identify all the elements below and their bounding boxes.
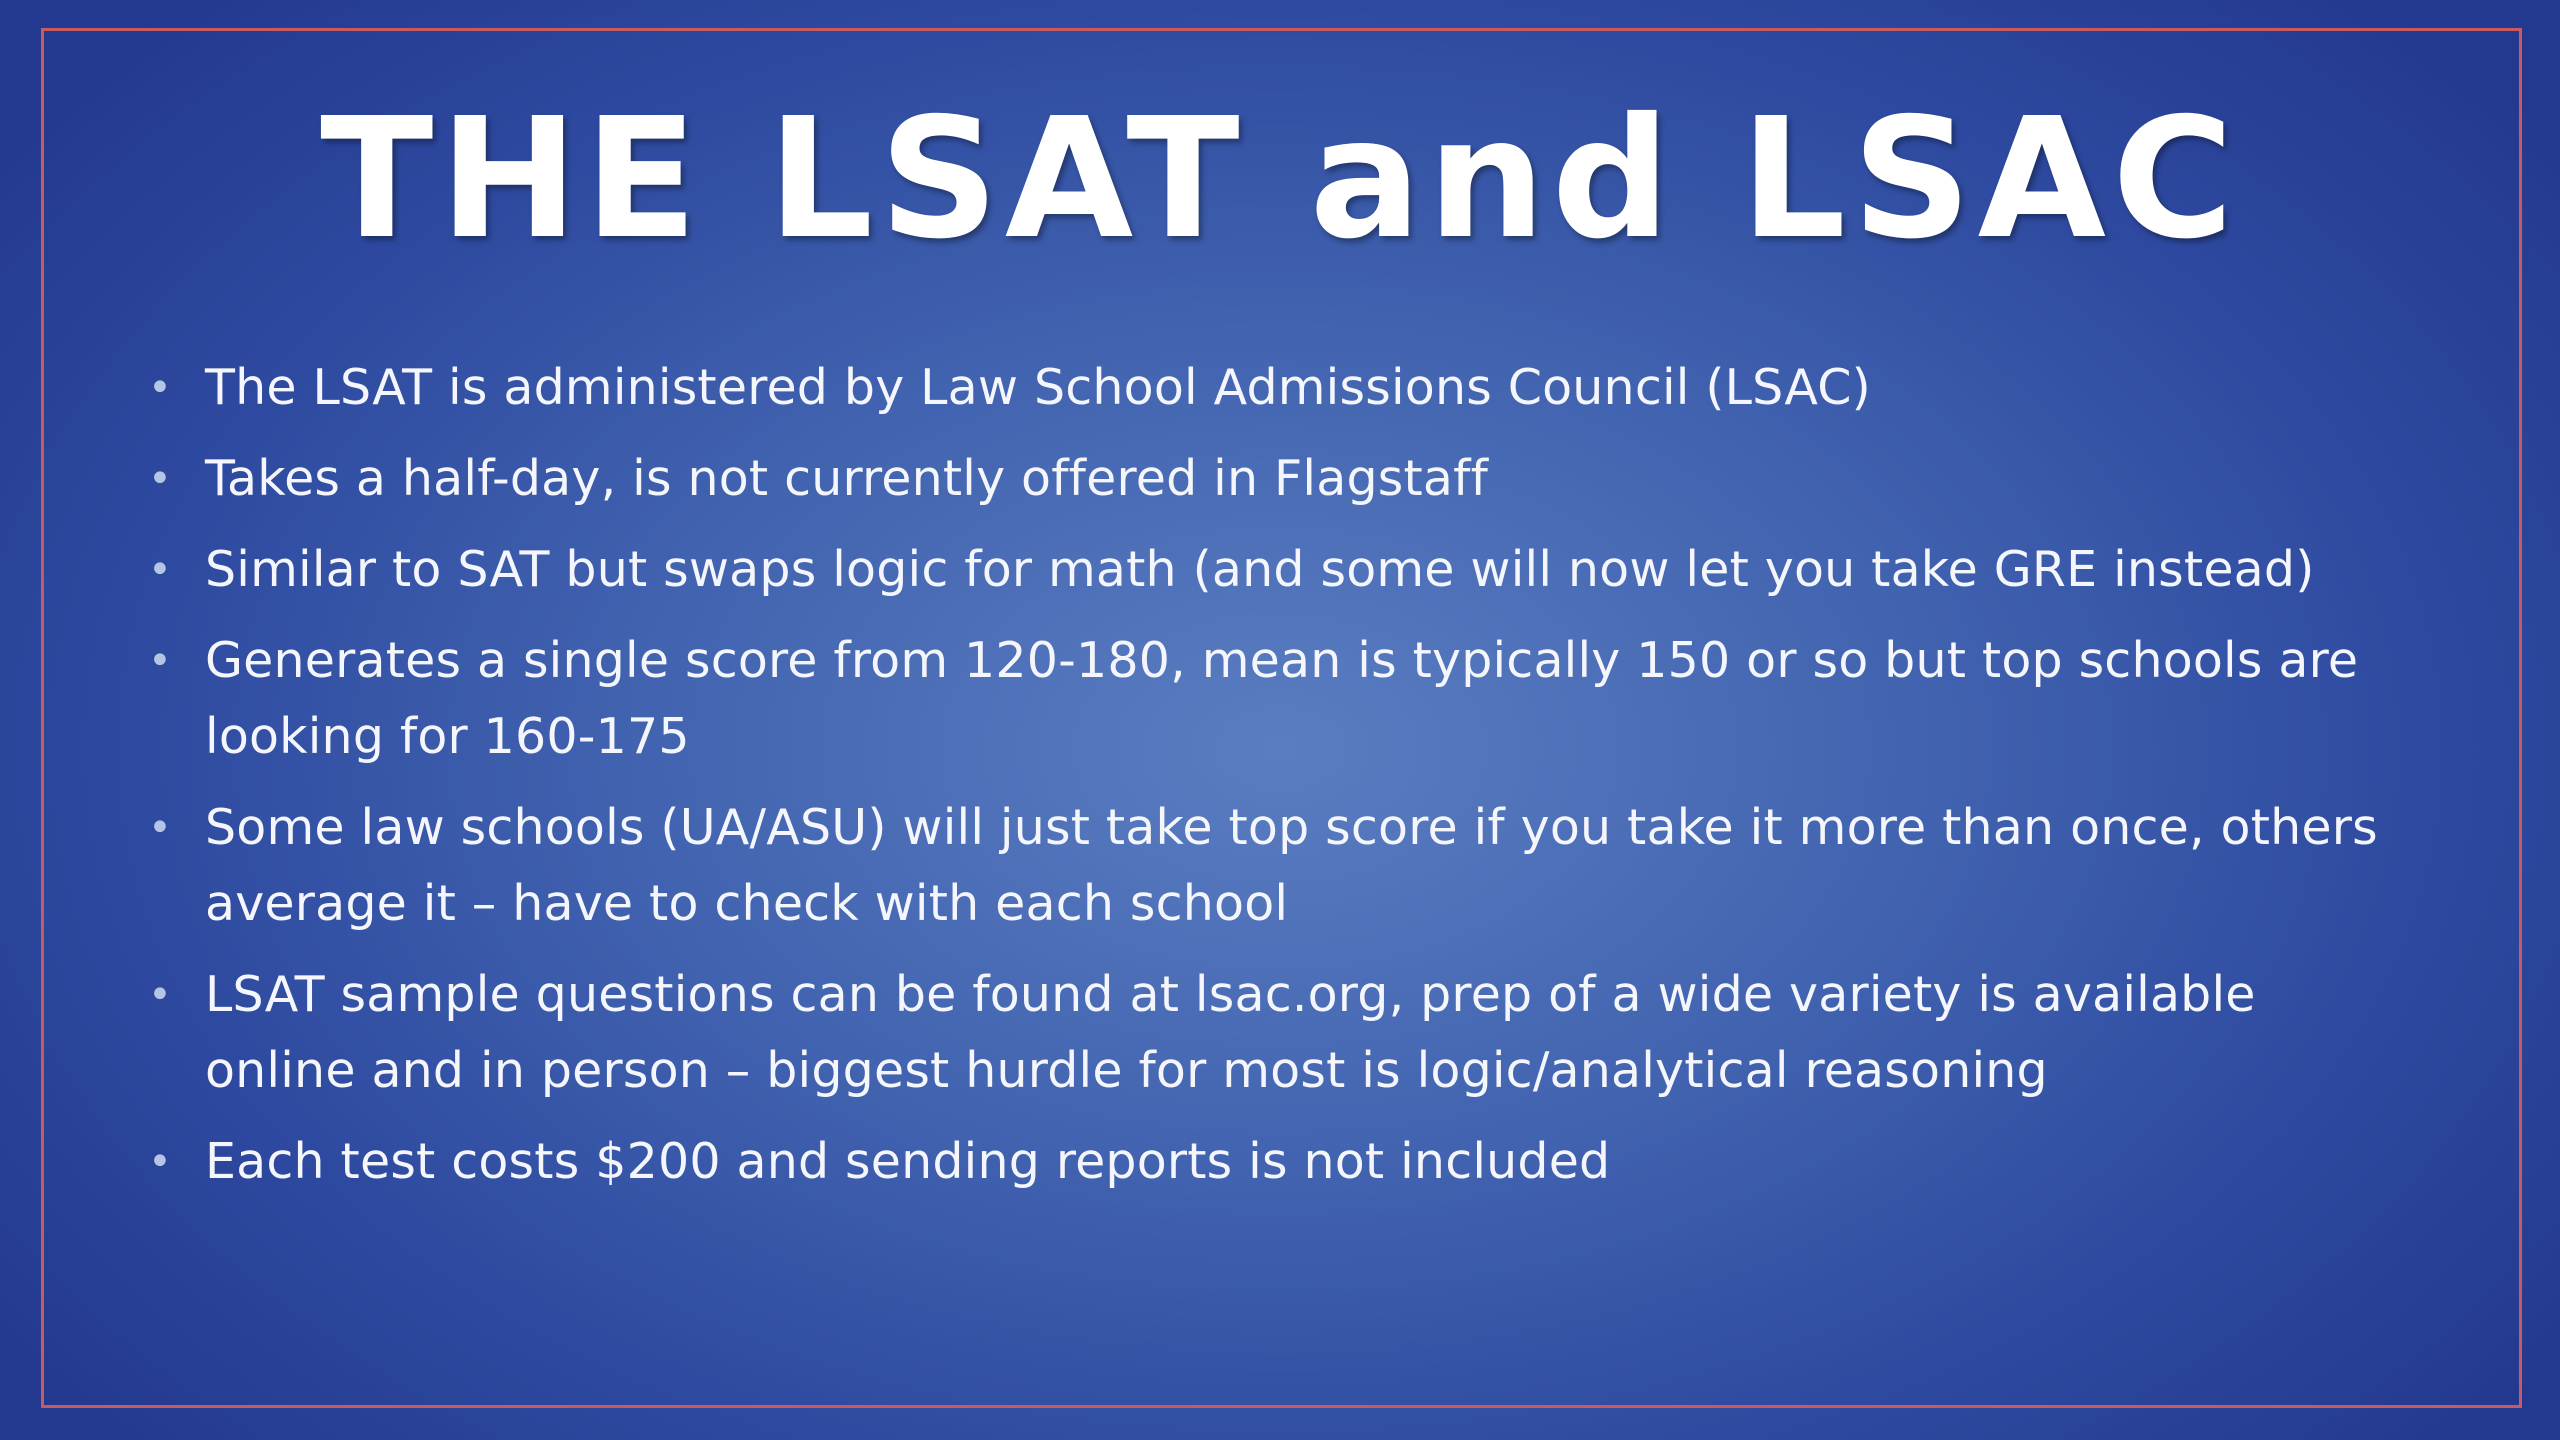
bullet-text: Some law schools (UA/ASU) will just take top score if you take it more than once, others average it – have to check with each school bbox=[205, 799, 2378, 932]
bullet-text: Each test costs $200 and sending reports is not included bbox=[205, 1133, 1611, 1190]
bullet-dot-icon: • bbox=[148, 638, 172, 684]
bullet-text: Generates a single score from 120-180, mean is typically 150 or so but top schools are looking for 160-175 bbox=[205, 632, 2359, 765]
bullet-dot-icon: • bbox=[148, 456, 172, 502]
bullet-list bbox=[148, 350, 2398, 1215]
bullet-text: Takes a half-day, is not currently offered in Flagstaff bbox=[205, 450, 1489, 507]
bullet-text: LSAT sample questions can be found at lsac.org, prep of a wide variety is available online and in person – biggest hurdle for most is logic/analytical reasoning bbox=[205, 966, 2256, 1099]
bullet-dot-icon: • bbox=[148, 972, 172, 1018]
bullet-dot-icon: • bbox=[148, 805, 172, 851]
bullet-item bbox=[148, 350, 2398, 426]
bullet-item bbox=[148, 532, 2398, 608]
bullet-item bbox=[148, 957, 2398, 1109]
bullet-item bbox=[148, 623, 2398, 775]
bullet-dot-icon: • bbox=[148, 547, 172, 593]
bullet-item bbox=[148, 1124, 2398, 1200]
bullet-item bbox=[148, 441, 2398, 517]
bullet-dot-icon: • bbox=[148, 1139, 172, 1185]
slide-title: THE LSAT and LSAC bbox=[320, 83, 2240, 276]
bullet-text: Similar to SAT but swaps logic for math (and some will now let you take GRE instead) bbox=[205, 541, 2315, 598]
bullet-dot-icon: • bbox=[148, 365, 172, 411]
bullet-text: The LSAT is administered by Law School Admissions Council (LSAC) bbox=[205, 359, 1871, 416]
bullet-item bbox=[148, 790, 2398, 942]
